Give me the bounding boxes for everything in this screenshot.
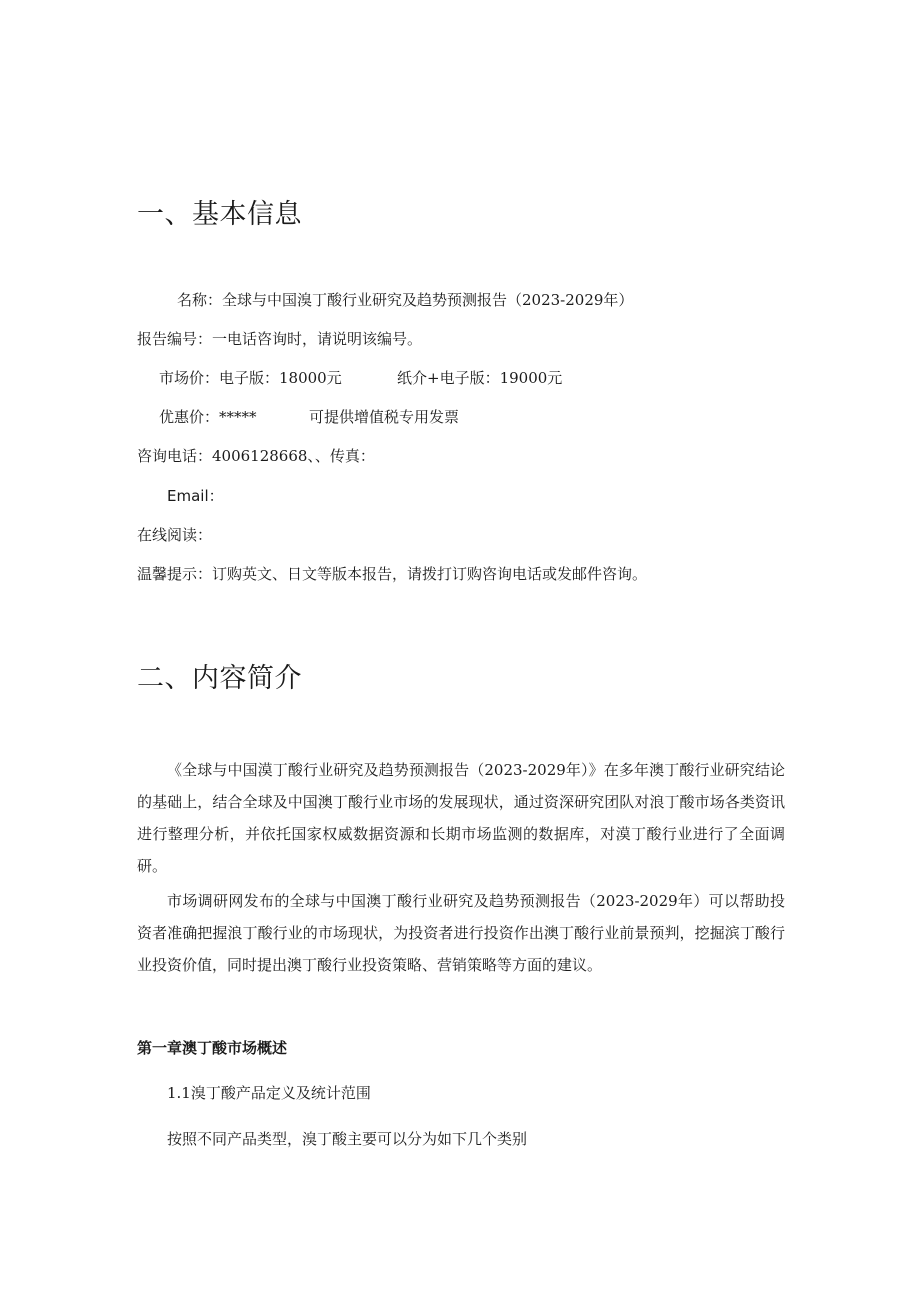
discount-price: 优惠价：***** [159,408,257,426]
paper-price: 纸介+电子版：19000元 [397,369,563,387]
invoice-note: 可提供增值税专用发票 [309,408,460,426]
market-price: 市场价：电子版：18000元 [159,369,342,387]
intro-paragraph-2: 市场调研网发布的全球与中国澳丁酸行业研究及趋势预测报告（2023-2029年）可以帮助投资者准确把握浪丁酸行业的市场现状，为投资者进行投资作出澳丁酸行业前景预判，挖掘滨丁酸行业投资价值，同时提出澳丁酸行业投资策略、营销策略等方面的建议。 [137,892,785,974]
online-reading: 在线阅读： [137,526,213,544]
section-heading-basic-info: 一、基本信息 [137,199,302,230]
report-name: 名称：全球与中国溴丁酸行业研究及趋势预测报告（2023-2029年） [177,291,634,309]
email-label: Email： [167,487,224,505]
section-1-1-text: 按照不同产品类型，溴丁酸主要可以分为如下几个类别 [167,1130,528,1148]
section-heading-content-intro: 二、内容简介 [137,663,302,694]
phone-fax: 咨询电话：4006128668、、传真： [137,447,375,465]
chapter-1-title: 第一章澳丁酸市场概述 [137,1039,288,1057]
intro-paragraph-1: 《全球与中国漠丁酸行业研究及趋势预测报告（2023-2029年）》在多年澳丁酸行业研究结论的基础上，结合全球及中国澳丁酸行业市场的发展现状，通过资深研究团队对浪丁酸市场各类资讯进行整理分析，并依托国家权威数据资源和长期市场监测的数据库，对漠丁酸行业进行了全面调研。 [137,761,785,875]
section-1-1-title: 1.1溴丁酸产品定义及统计范围 [167,1084,371,1102]
report-number: 报告编号：一电话咨询时，请说明该编号。 [137,330,423,348]
warm-tip: 温馨提示：订购英文、日文等版本报告，请拨打订购咨询电话或发邮件咨询。 [137,565,648,583]
